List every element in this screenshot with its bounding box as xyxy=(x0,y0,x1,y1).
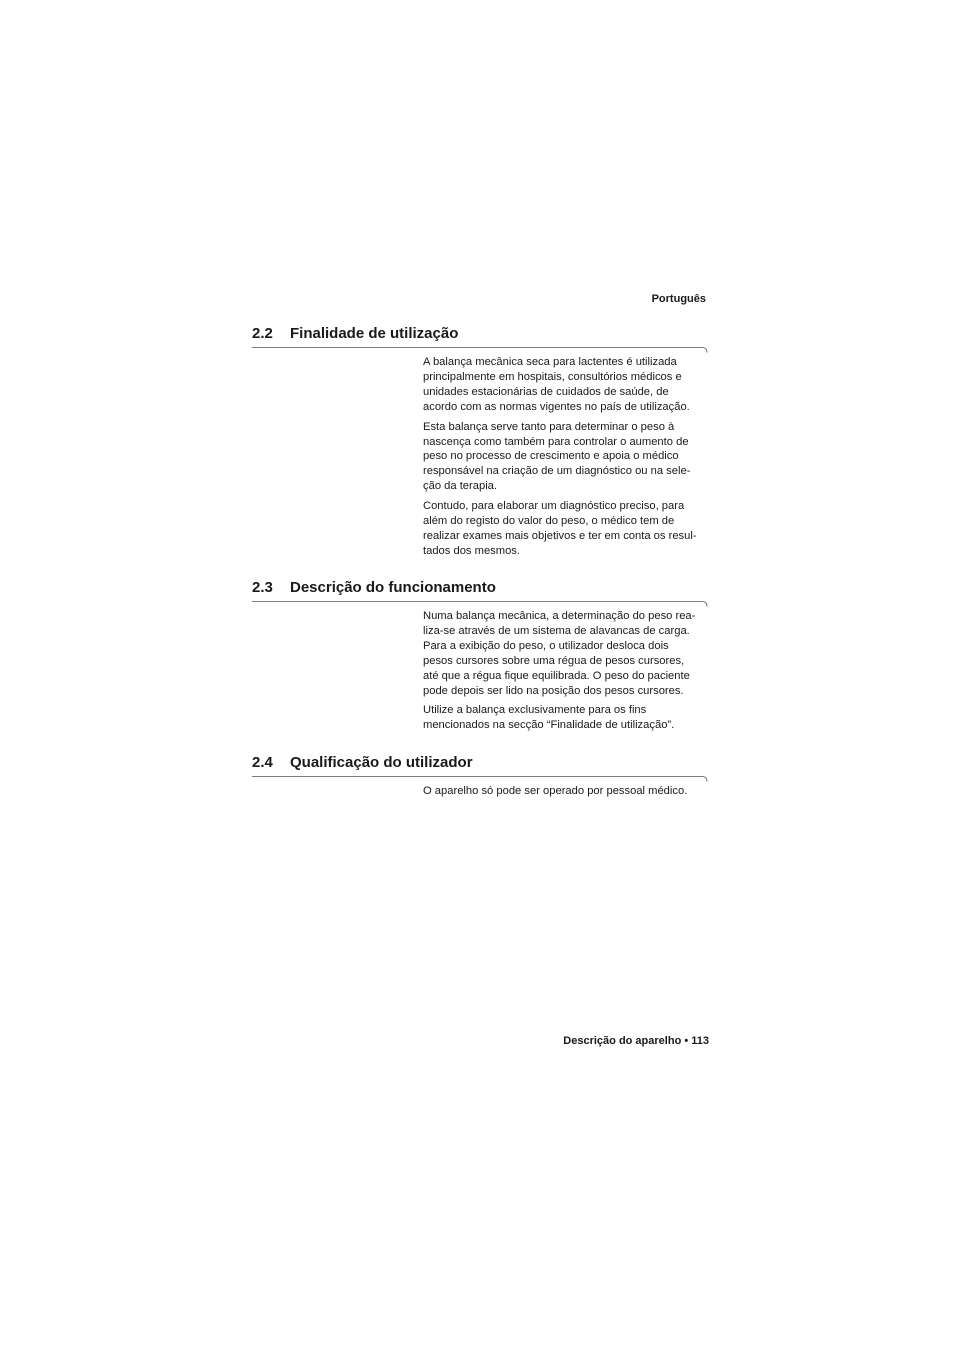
text-line: responsável na criação de um diagnóstico ou na sele- xyxy=(423,465,691,478)
paragraph xyxy=(423,609,713,698)
section-rule xyxy=(252,345,708,353)
text-line: além do registo do valor do peso, o médico tem de xyxy=(423,515,675,528)
section-heading xyxy=(252,578,708,598)
text-line: nascença como também para controlar o aumento de xyxy=(423,435,689,448)
paragraph xyxy=(423,703,713,733)
text-line: acordo com as normas vigentes no país de utilização. xyxy=(423,400,690,413)
paragraph xyxy=(423,784,713,799)
section-function-description xyxy=(252,578,708,738)
text-line: tados dos mesmos. xyxy=(423,544,521,557)
text-line: Esta balança serve tanto para determinar o peso à xyxy=(423,420,675,433)
section-rule xyxy=(252,774,708,782)
text-line: pesos cursores sobre uma régua de pesos cursores, xyxy=(423,654,685,667)
text-line: ção da terapia. xyxy=(423,480,498,493)
section-number: 2.2 xyxy=(252,325,273,342)
section-intended-use xyxy=(252,324,708,564)
text-line: até que a régua fique equilibrada. O peso do paciente xyxy=(423,669,690,682)
section-rule xyxy=(252,599,708,607)
text-line: Utilize a balança exclusivamente para os fins xyxy=(423,704,647,717)
text-line: mencionados na secção “Finalidade de utilização”. xyxy=(423,719,675,732)
paragraph xyxy=(423,499,713,559)
section-user-qualification xyxy=(252,753,708,804)
section-heading xyxy=(252,753,708,773)
section-number: 2.3 xyxy=(252,579,273,596)
section-number: 2.4 xyxy=(252,754,273,771)
text-line: Contudo, para elaborar um diagnóstico preciso, para xyxy=(423,500,685,513)
text-line: realizar exames mais objetivos e ter em conta os resul- xyxy=(423,529,697,542)
section-title: Qualificação do utilizador xyxy=(290,754,473,771)
section-title: Finalidade de utilização xyxy=(290,325,459,342)
language-label: Português xyxy=(651,293,706,305)
section-title: Descrição do funcionamento xyxy=(290,579,496,596)
section-body xyxy=(423,355,713,559)
section-body xyxy=(423,784,713,799)
section-heading xyxy=(252,324,708,344)
page-footer: Descrição do aparelho • 113 xyxy=(563,1035,709,1047)
text-line: A balança mecânica seca para lactentes é utilizada xyxy=(423,356,677,368)
text-line: O aparelho só pode ser operado por pessoal médico. xyxy=(423,785,688,797)
text-line: pode depois ser lido na posição dos pesos cursores. xyxy=(423,684,684,697)
paragraph xyxy=(423,420,713,495)
text-line: unidades estacionárias de cuidados de saúde, de xyxy=(423,385,669,398)
text-line: Numa balança mecânica, a determinação do peso rea- xyxy=(423,610,696,622)
text-line: peso no processo de crescimento e apoia o médico xyxy=(423,450,679,463)
section-body xyxy=(423,609,713,733)
text-line: liza-se através de um sistema de alavancas de carga. xyxy=(423,624,690,637)
text-line: principalmente em hospitais, consultórios médicos e xyxy=(423,370,682,383)
text-line: Para a exibição do peso, o utilizador desloca dois xyxy=(423,639,669,652)
paragraph xyxy=(423,355,713,415)
